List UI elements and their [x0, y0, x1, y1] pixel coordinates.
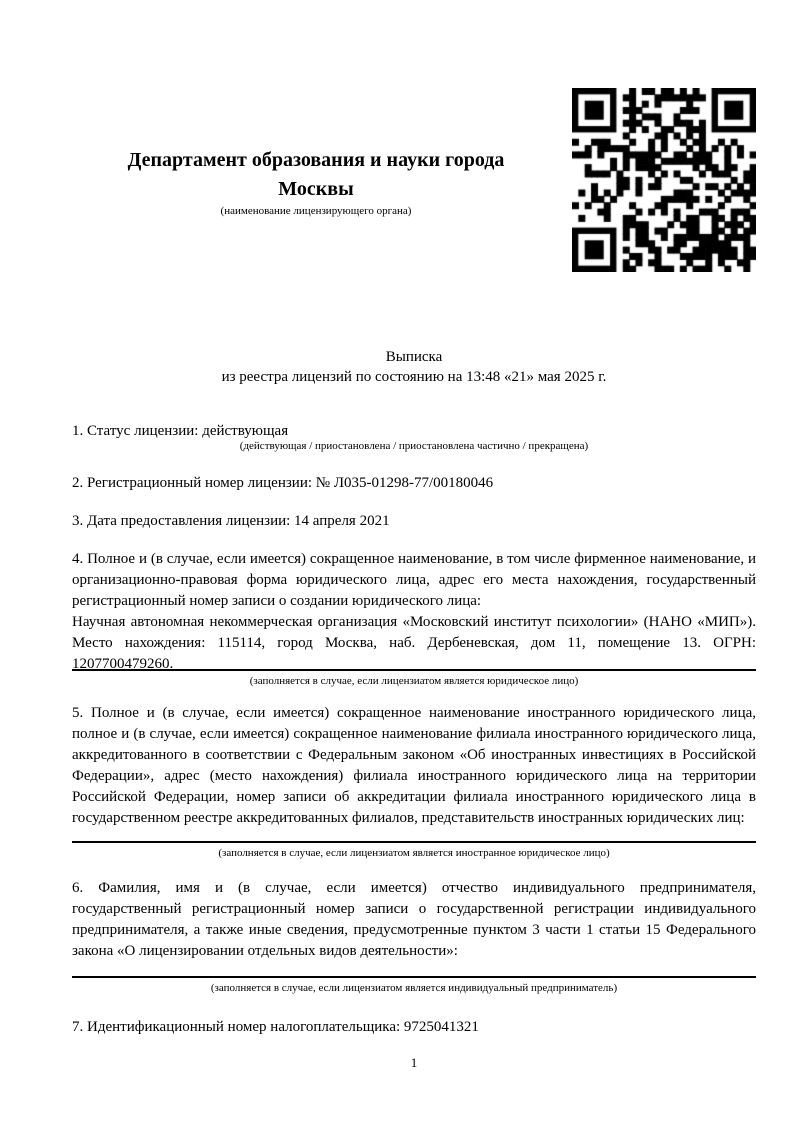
licensing-authority-title-line2: Москвы: [278, 178, 354, 200]
item-4-caption: (заполняется в случае, если лицензиатом является юридическое лицо): [249, 675, 579, 687]
rule-after-item-5: [72, 841, 756, 843]
document-title-line1: Выписка: [385, 349, 443, 365]
item-5-foreign-entity: [72, 703, 756, 829]
item-6-individual-entrepreneur: [72, 878, 756, 962]
document-title-line2: из реестра лицензий по состоянию на 13:48 «21» мая 2025 г.: [221, 369, 607, 385]
rule-after-item-4: [72, 669, 756, 671]
item-6-caption: (заполняется в случае, если лицензиатом является индивидуальный предприниматель): [210, 982, 618, 994]
qr-code-icon: [572, 88, 756, 272]
item-5-caption: (заполняется в случае, если лицензиатом является иностранное юридическое лицо): [218, 847, 610, 859]
item-4-intro: 4. Полное и (в случае, если имеется) сокращенное наименование, в том числе фирменное наименование, и организационно-правовая форма юридического лица, адрес его места нахождения, государственный регистрационный номер записи о создании юридического лица:: [72, 551, 756, 609]
rule-after-item-6: [72, 976, 756, 978]
licensing-authority-title-line1: Департамент образования и науки города: [127, 149, 505, 171]
item-2-registration-number: 2. Регистрационный номер лицензии: № Л035-01298-77/00180046: [72, 475, 494, 491]
item-4-value: Научная автономная некоммерческая организация «Московский институт психологии» (НАНО «МИП»). Место нахождения: 115114, город Москва, наб. Дербеневская, дом 11, помещение 13. ОГРН: 1207700479260.: [72, 614, 756, 672]
item-7-taxpayer-id: 7. Идентификационный номер налогоплательщика: 9725041321: [72, 1019, 479, 1035]
item-4-legal-entity: [72, 549, 756, 675]
item-1-license-status: 1. Статус лицензии: действующая: [72, 423, 289, 439]
item-6-text: 6. Фамилия, имя и (в случае, если имеется) отчество индивидуального предпринимателя, государственный регистрационный номер записи о государственной регистрации индивидуального предпринимателя, а также иные сведения, предусмотренные пунктом 3 части 1 статьи 15 Федерального закона «О лицензировании отдельных видов деятельности»:: [72, 880, 756, 959]
item-5-text: 5. Полное и (в случае, если имеется) сокращенное наименование иностранного юридического лица, полное и (в случае, если имеется) сокращенное наименование филиала иностранного юридического лица, аккредитованного в соответствии с Федеральным законом «Об иностранных инвестициях в Российской Федерации», адрес (место нахождения) филиала иностранного юридического лица на территории Российской Федерации, номер записи об аккредитации филиала иностранного юридического лица в государственном реестре аккредитованных филиалов, представительств иностранных юридических лиц:: [72, 705, 756, 826]
item-3-license-date: 3. Дата предоставления лицензии: 14 апреля 2021: [72, 513, 390, 529]
page-number: 1: [410, 1055, 418, 1070]
licensing-authority-subtitle: (наименование лицензирующего органа): [220, 205, 412, 217]
document-title: [72, 347, 756, 387]
item-1-caption: (действующая / приостановлена / приостановлена частично / прекращена): [239, 440, 589, 452]
licensing-authority-title: [72, 146, 560, 204]
